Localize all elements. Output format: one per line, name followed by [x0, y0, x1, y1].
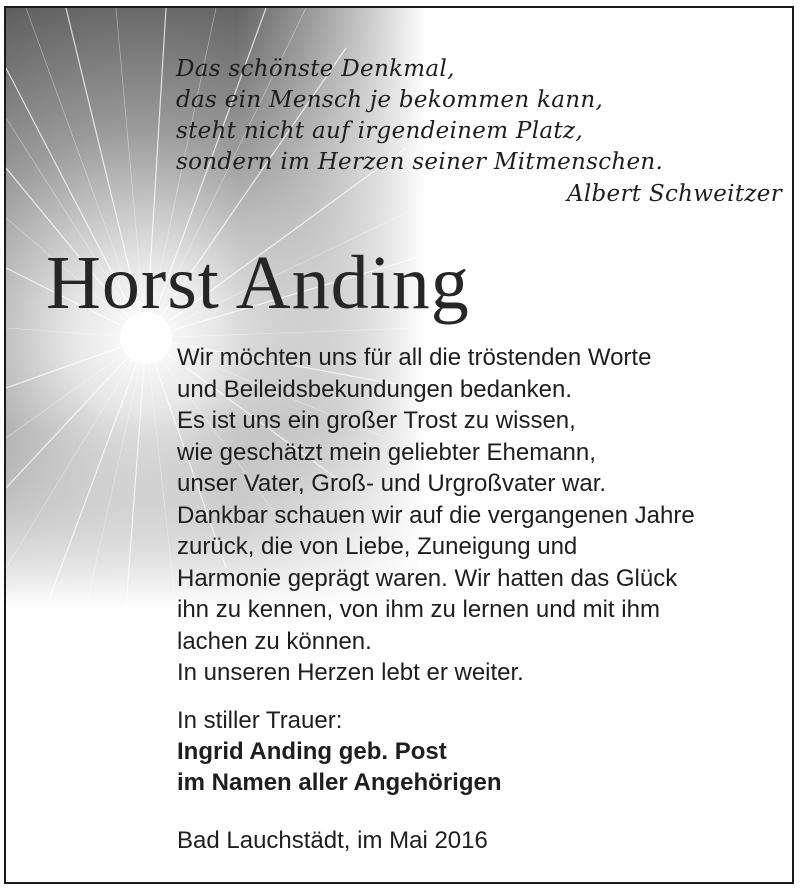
quote-line: steht nicht auf irgendeinem Platz, [176, 118, 583, 144]
mourning-signature-block [177, 705, 502, 798]
message-line: und Beileidsbekundungen bedanken. [177, 375, 573, 403]
quote-author: Albert Schweitzer [566, 181, 782, 207]
message-line: Harmonie geprägt waren. Wir hatten das Glück [177, 564, 678, 592]
quote-line: sondern im Herzen seiner Mitmenschen. [176, 149, 664, 175]
quote-block [176, 54, 663, 178]
message-line: zurück, die von Liebe, Zuneigung und [177, 533, 578, 560]
message-line: ihn zu kennen, von ihm zu lernen und mit ihm [177, 596, 660, 623]
deceased-name: Horst Anding [46, 241, 470, 325]
mourning-intro: In stiller Trauer: [177, 707, 343, 734]
quote-line: das ein Mensch je bekommen kann, [176, 87, 604, 113]
message-line: In unseren Herzen lebt er weiter. [177, 659, 524, 686]
message-line: lachen zu können. [177, 627, 372, 655]
message-line: Wir möchten uns für all die tröstenden Worte [177, 344, 652, 371]
message-line: Es ist uns ein großer Trost zu wissen, [177, 407, 576, 434]
signatory-name: Ingrid Anding geb. Post [177, 738, 447, 765]
quote-line: Das schönste Denkmal, [176, 56, 455, 82]
message-line: wie geschätzt mein geliebter Ehemann, [177, 438, 596, 466]
thank-you-message [177, 342, 695, 689]
message-line: Dankbar schauen wir auf die vergangenen Jahre [177, 501, 695, 529]
place-date: Bad Lauchstädt, im Mai 2016 [177, 827, 488, 854]
obituary-notice [4, 6, 794, 884]
family-mention: im Namen aller Angehörigen [177, 769, 502, 796]
message-line: unser Vater, Groß- und Urgroßvater war. [177, 470, 607, 497]
